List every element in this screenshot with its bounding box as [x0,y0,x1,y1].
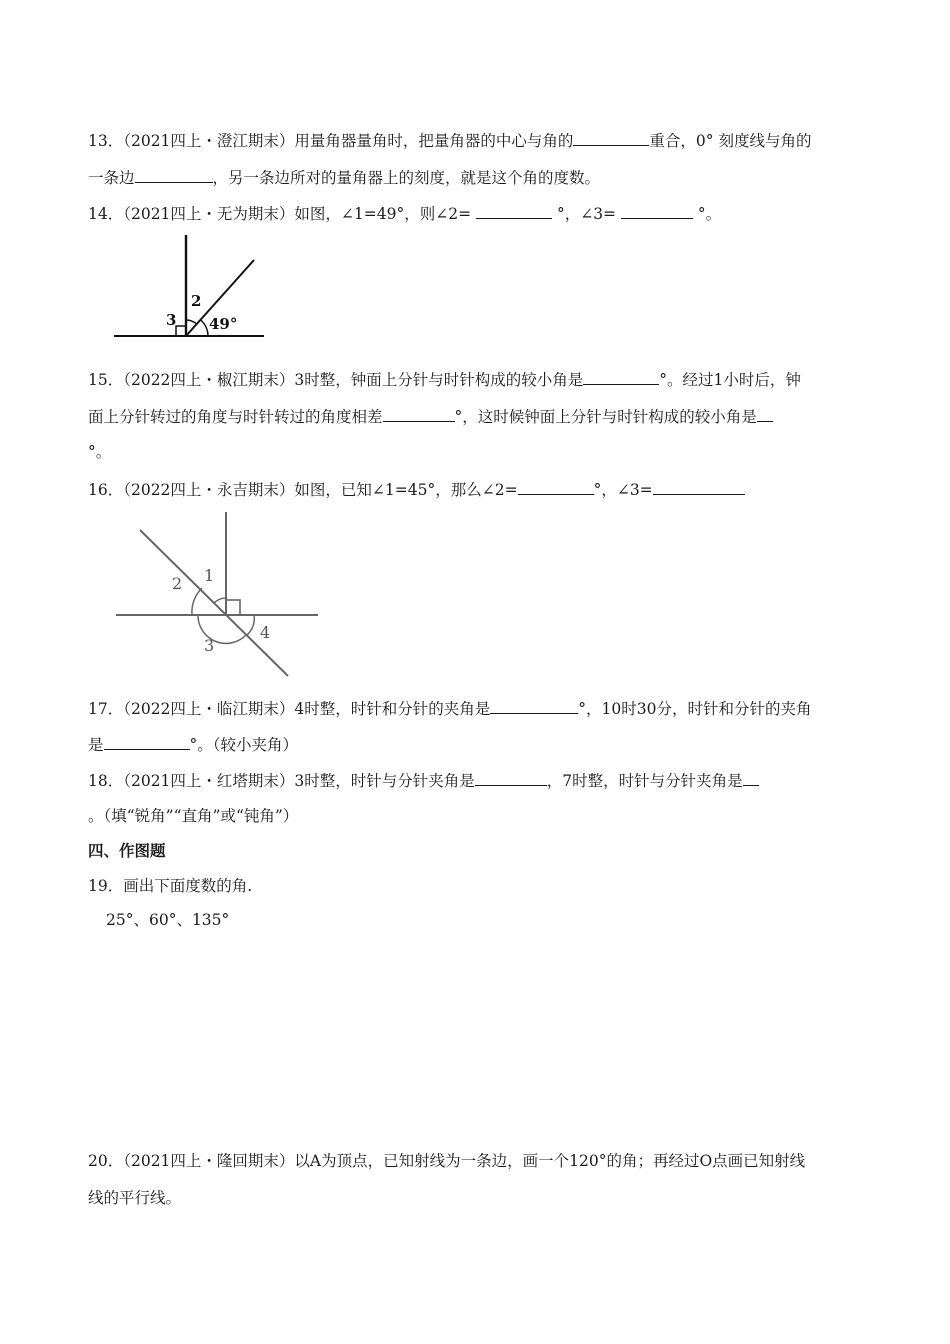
q18-text-c: 。（填“锐角”“直角”或“钝角”） [88,807,299,825]
q18-blank-1[interactable] [475,769,547,786]
q18-line2 [88,806,298,826]
q20-line2: 线的平行线。 [88,1189,182,1207]
q17-text-b: °，10时30分，时针和分针的夹角 [578,700,812,718]
q13-line2 [88,166,600,188]
q15-text-a: 15．（2022四上・椒江期末）3时整，钟面上分针与时针构成的较小角是 [88,371,584,389]
q14-text-b: °，∠3= [556,205,617,223]
q15-blank-2[interactable] [383,405,455,422]
q13-text-c: 一条边 [88,169,135,187]
q14-angle2-arc [186,320,197,324]
q18-blank-2[interactable] [743,769,759,786]
q19-line2: 25°、60°、135° [106,911,230,929]
q17-blank-2[interactable] [104,733,190,750]
q13-line1 [88,129,811,151]
q16-blank-2[interactable] [653,478,745,495]
q20-line1: 20．（2021四上・隆回期末）以A为顶点，已知射线为一条边，画一个120°的角；再经过O点画已知射线 [88,1152,806,1170]
q14-blank-2[interactable] [621,202,693,219]
q14-label-3: 3 [166,311,177,329]
q16-text-b: °，∠3= [593,481,653,499]
q16-label-4: 4 [260,623,271,642]
q14-text-c: °。 [697,205,722,223]
q15-line1 [88,368,801,390]
q15-text-c: 面上分针转过的角度与时针转过的角度相差 [88,408,383,426]
q15-text-d: °，这时候钟面上分针与时针构成的较小角是 [454,408,757,426]
q17-blank-1[interactable] [490,697,578,714]
q17-line2 [88,733,298,755]
q17-text-c: 是 [88,736,104,754]
q13-text-b: 重合，0° 刻度线与角的 [649,132,812,150]
q16-blank-1[interactable] [518,478,594,495]
q16-text-a: 16．（2022四上・永吉期末）如图，已知∠1=45°，那么∠2= [88,481,518,499]
q14-label-49: 49° [209,315,238,333]
q14-line1 [88,202,721,224]
q17-text-a: 17．（2022四上・临江期末）4时整，时针和分针的夹角是 [88,700,491,718]
q15-line2 [88,405,773,427]
q15-blank-3[interactable] [757,405,773,422]
q15-text-e: °。 [88,443,112,461]
q14-text-a: 14．（2021四上・无为期末）如图，∠1=49°，则∠2= [88,205,472,223]
q14-blank-1[interactable] [476,202,552,219]
section4-title: 四、作图题 [88,842,166,860]
q16-label-1: 1 [204,566,215,585]
q18-text-a: 18．（2021四上・红塔期末）3时整，时针与分针夹角是 [88,772,475,790]
q14-right-angle-mark [176,326,186,336]
q13-blank-2[interactable] [135,166,213,183]
q15-text-b: °。经过1小时后，钟 [659,371,801,389]
q15-blank-1[interactable] [583,368,659,385]
q18-text-b: ，7时整，时针与分针夹角是 [546,772,743,790]
q14-angle49-arc [201,320,208,336]
q16-label-2: 2 [172,574,183,593]
q19-line1: 19．画出下面度数的角. [88,877,253,895]
q13-blank-1[interactable] [573,129,649,146]
q17-text-d: °。（较小夹角） [189,736,299,754]
q16-line1 [88,478,745,500]
q18-line1 [88,769,759,791]
q17-line1 [88,697,812,719]
q16-label-3: 3 [204,636,215,655]
q14-label-2: 2 [191,292,202,310]
q14-figure [110,232,270,344]
q13-text-d: ，另一条边所对的量角器上的刻度，就是这个角的度数。 [212,169,601,187]
q15-line3 [88,442,111,462]
q13-text-a: 13．（2021四上・澄江期末）用量角器量角时，把量角器的中心与角的 [88,132,574,150]
q16-figure [112,508,322,680]
